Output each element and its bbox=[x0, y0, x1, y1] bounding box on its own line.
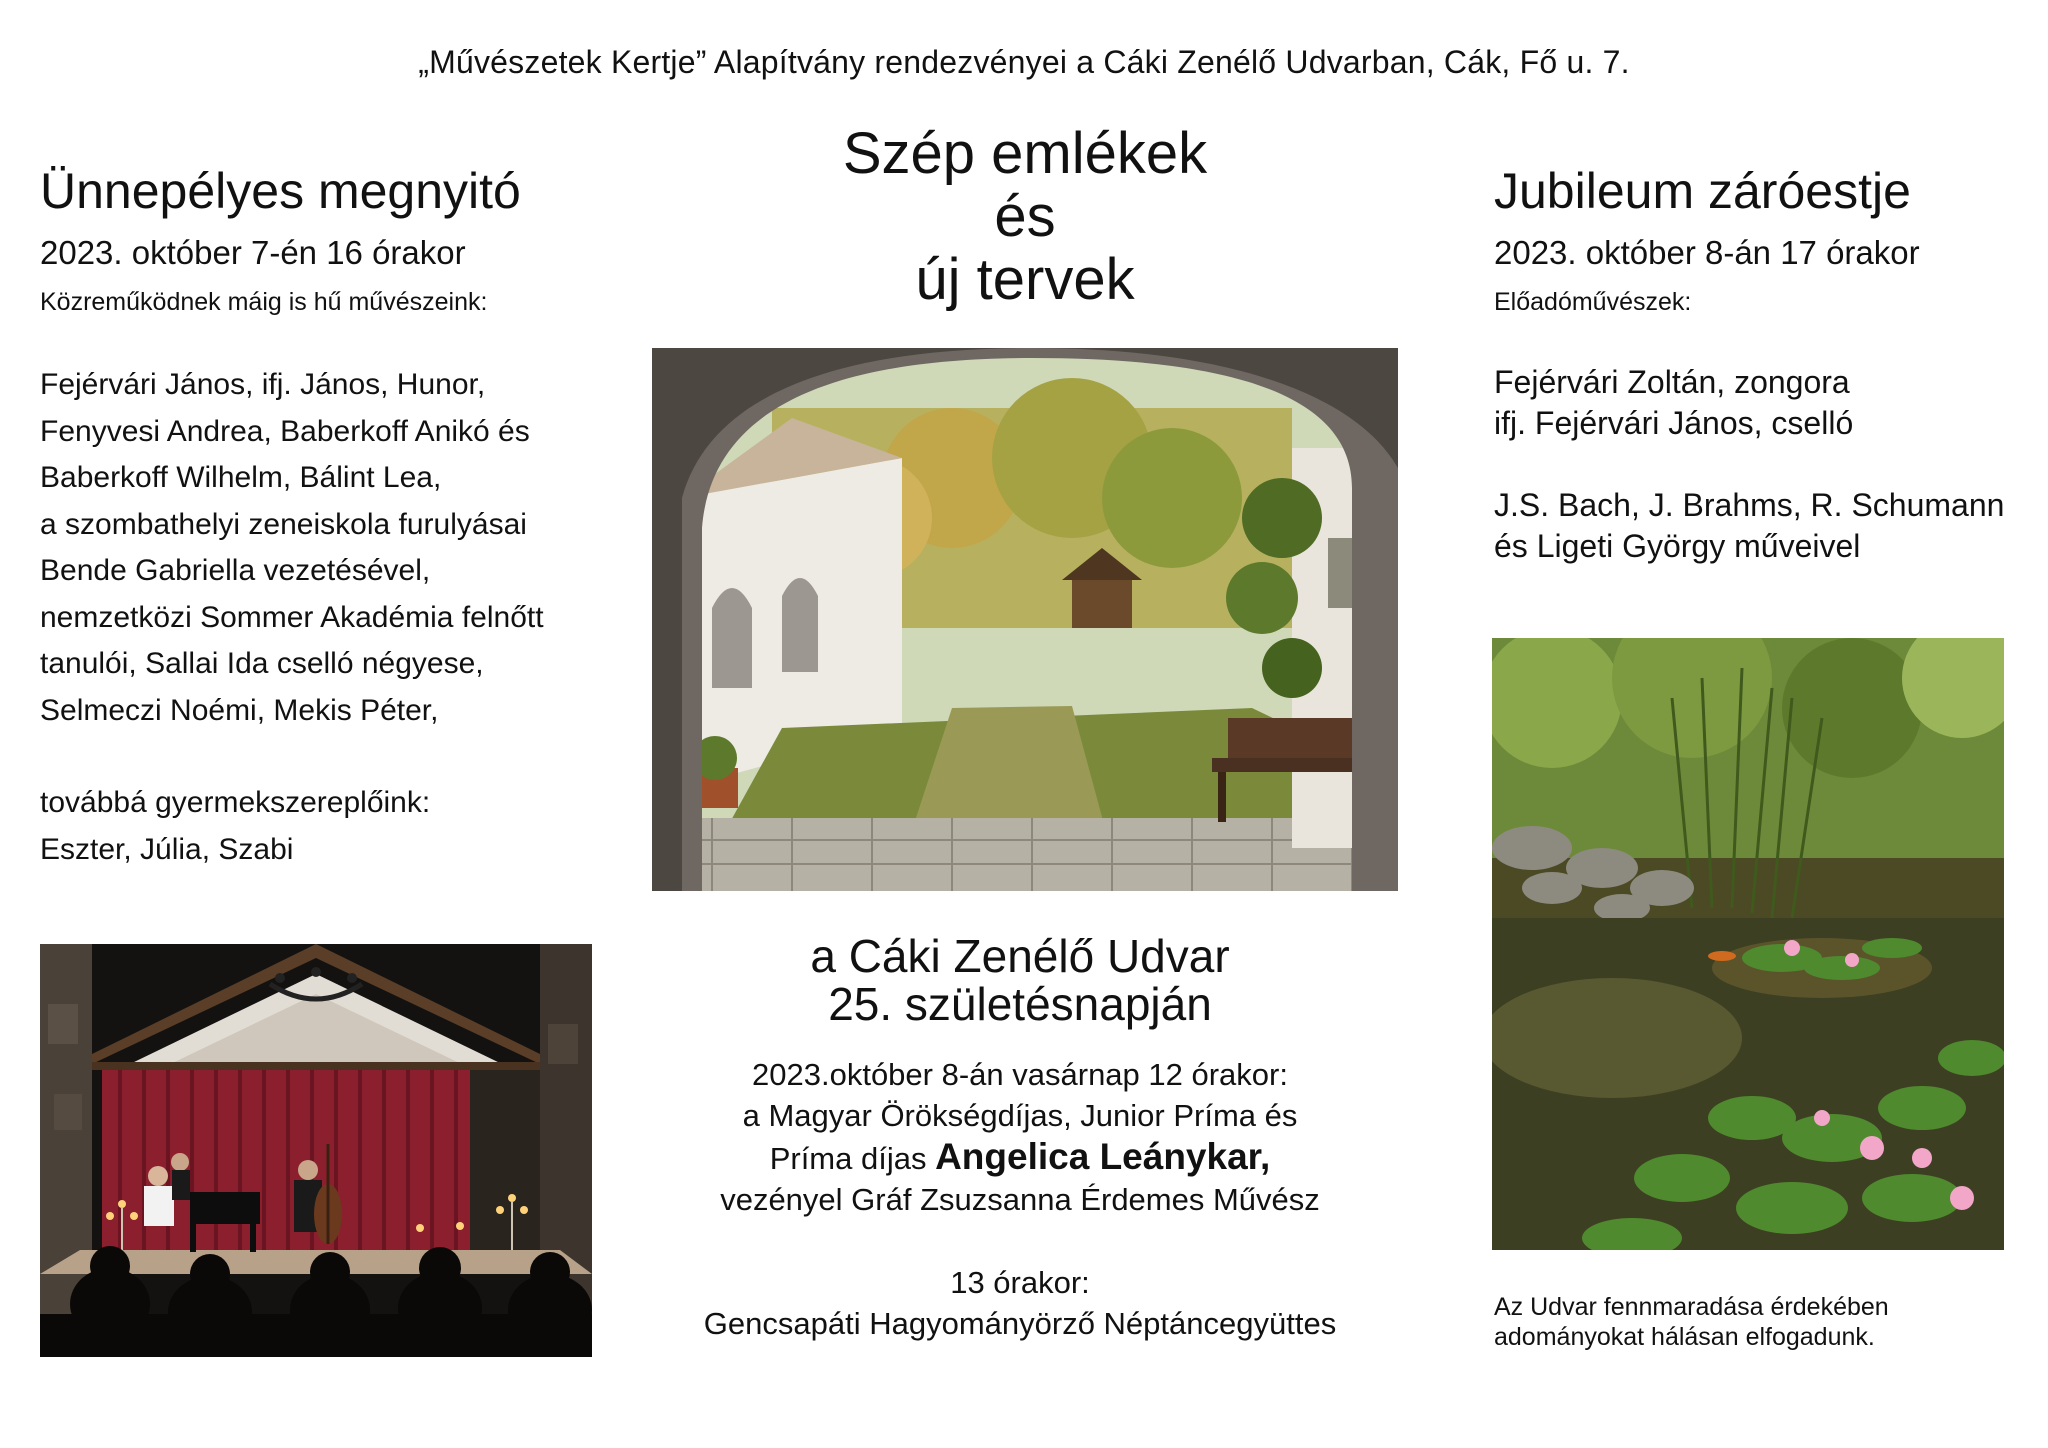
pond-photo bbox=[1492, 638, 2004, 1250]
main-title-line: és bbox=[994, 184, 1056, 249]
main-title-line: új tervek bbox=[915, 247, 1135, 312]
header-line: „Művészetek Kertje” Alapítvány rendezvényei a Cáki Zenélő Udvarban, Cák, Fő u. 7. bbox=[418, 44, 1630, 80]
performer-line: nemzetközi Sommer Akadémia felnőtt bbox=[40, 600, 544, 634]
performer-line: Selmeczi Noémi, Mekis Péter, bbox=[40, 693, 439, 727]
anniversary-program bbox=[620, 932, 1420, 1344]
child-performers-names: Eszter, Júlia, Szabi bbox=[40, 832, 294, 866]
choir-name: Angelica Leánykar bbox=[935, 1136, 1261, 1177]
closing-performers bbox=[1494, 362, 2048, 444]
opening-date: 2023. október 7-én 16 órakor bbox=[40, 234, 466, 271]
dance-program bbox=[620, 1262, 1420, 1344]
choir-award-prefix: Príma díjas bbox=[769, 1141, 936, 1176]
closing-works bbox=[1494, 485, 2048, 567]
performer-line: Bende Gabriella vezetésével, bbox=[40, 554, 431, 587]
closing-intro: Előadóművészek: bbox=[1494, 288, 1692, 316]
donation-note bbox=[1494, 1292, 2014, 1352]
concert-photo bbox=[40, 944, 592, 1357]
choir-program-line: a Magyar Örökségdíjas, Junior Príma és bbox=[742, 1098, 1298, 1133]
opening-title: Ünnepélyes megnyitó bbox=[40, 163, 521, 219]
child-performers-label: továbbá gyermekszereplőink: bbox=[40, 786, 431, 819]
main-title bbox=[790, 122, 1260, 311]
dance-ensemble: Gencsapáti Hagyományörző Néptáncegyüttes bbox=[703, 1306, 1337, 1341]
performer-line: Fenyvesi Andrea, Baberkoff Anikó és bbox=[40, 414, 530, 448]
closing-title: Jubileum záróestje bbox=[1494, 163, 1911, 219]
performer-line: Fejérvári János, ifj. János, Hunor, bbox=[40, 368, 486, 401]
donation-line: adományokat hálásan elfogadunk. bbox=[1494, 1323, 1875, 1351]
performer-line: Baberkoff Wilhelm, Bálint Lea, bbox=[40, 461, 442, 494]
choir-program bbox=[620, 1054, 1420, 1220]
opening-performers-list bbox=[40, 362, 630, 734]
opening-section bbox=[40, 160, 630, 873]
child-performers bbox=[40, 780, 630, 873]
works-line: és Ligeti György műveivel bbox=[1494, 528, 1861, 564]
choir-name-comma: , bbox=[1260, 1136, 1271, 1177]
performer-line: ifj. Fejérvári János, cselló bbox=[1494, 405, 1854, 441]
works-line: J.S. Bach, J. Brahms, R. Schumann bbox=[1494, 487, 2005, 523]
closing-date: 2023. október 8-án 17 órakor bbox=[1494, 234, 1920, 271]
opening-intro: Közreműködnek máig is hű művészeink: bbox=[40, 288, 488, 316]
performer-line: Fejérvári Zoltán, zongora bbox=[1494, 364, 1850, 400]
courtyard-photo bbox=[652, 348, 1398, 891]
closing-section bbox=[1494, 160, 2048, 567]
performer-line: a szombathelyi zeneiskola furulyásai bbox=[40, 507, 527, 541]
performer-line: tanulói, Sallai Ida cselló négyese, bbox=[40, 647, 484, 680]
dance-time: 13 órakor: bbox=[950, 1265, 1090, 1300]
choir-program-line: vezényel Gráf Zsuzsanna Érdemes Művész bbox=[720, 1182, 1320, 1217]
choir-program-line bbox=[620, 1136, 1420, 1179]
anniversary-title-line: a Cáki Zenélő Udvar bbox=[810, 930, 1230, 982]
main-title-line: Szép emlékek bbox=[842, 121, 1208, 186]
anniversary-title-line: 25. születésnapján bbox=[828, 978, 1212, 1030]
choir-program-line: 2023.október 8-án vasárnap 12 órakor: bbox=[752, 1057, 1288, 1092]
donation-line: Az Udvar fennmaradása érdekében bbox=[1494, 1293, 1889, 1321]
